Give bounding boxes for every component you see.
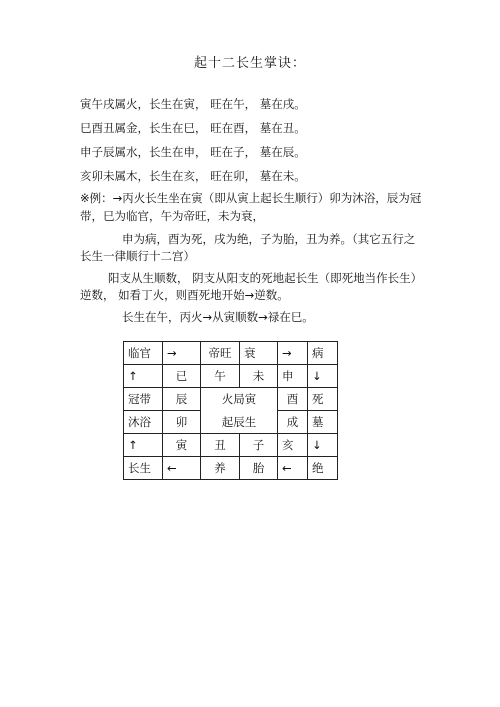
table-cell: 胎 bbox=[240, 457, 278, 480]
table-cell: 卯 bbox=[163, 411, 201, 434]
rule-metal: 巳酉丑属金，长生在巳， 旺在酉， 墓在丑。 bbox=[80, 121, 306, 135]
table-cell: 墓 bbox=[308, 411, 338, 434]
center-cell-top: 火局寅 bbox=[201, 388, 278, 411]
table-cell: 养 bbox=[201, 457, 240, 480]
table-cell: 酉 bbox=[278, 388, 308, 411]
summary-line: 长生在午，丙火→从寅顺数→禄在巳。 bbox=[122, 310, 314, 324]
table-cell: 丑 bbox=[201, 434, 240, 457]
table-cell: 亥 bbox=[278, 434, 308, 457]
arrow-down-icon: ↓ bbox=[308, 434, 338, 457]
table-cell: 长生 bbox=[124, 457, 163, 480]
arrow-down-icon: ↓ bbox=[308, 365, 338, 388]
table-cell: 沐浴 bbox=[124, 411, 163, 434]
arrow-left-icon: ← bbox=[163, 457, 201, 480]
table-cell: 帝旺 bbox=[201, 342, 240, 365]
example-line-2: 带，巳为临官，午为帝旺，未为衰， bbox=[80, 209, 264, 223]
table-row bbox=[124, 365, 338, 388]
arrow-right-icon: → bbox=[163, 342, 201, 365]
example-line-3: 申为病，酉为死，戌为绝，子为胎，丑为养。（其它五行之 bbox=[122, 232, 416, 246]
rule-fire: 寅午戌属火，长生在寅， 旺在午， 墓在戌。 bbox=[80, 97, 306, 111]
rule-wood: 亥卯未属木，长生在亥， 旺在卯， 墓在未。 bbox=[80, 169, 306, 183]
arrow-right-icon: → bbox=[278, 342, 308, 365]
arrow-up-icon: ↑ bbox=[124, 434, 163, 457]
yin-yang-line-2: 逆数， 如看丁火，则酉死地开始→逆数。 bbox=[80, 288, 289, 302]
table-cell: 寅 bbox=[163, 434, 201, 457]
table-cell: 病 bbox=[308, 342, 338, 365]
table-cell: 未 bbox=[240, 365, 278, 388]
table-cell: 午 bbox=[201, 365, 240, 388]
table-cell: 绝 bbox=[308, 457, 338, 480]
arrow-up-icon: ↑ bbox=[124, 365, 163, 388]
table-cell: 临官 bbox=[124, 342, 163, 365]
arrow-left-icon: ← bbox=[278, 457, 308, 480]
example-line-1: ※例：→丙火长生坐在寅（即从寅上起长生顺行）卯为沐浴，辰为冠 bbox=[80, 191, 422, 205]
center-cell-bottom: 起辰生 bbox=[201, 411, 278, 434]
rule-water: 申子辰属水，长生在申， 旺在子， 墓在辰。 bbox=[80, 145, 306, 159]
page-title: 起十二长生掌诀： bbox=[193, 56, 306, 71]
table-row bbox=[124, 388, 338, 411]
table-cell: 成 bbox=[278, 411, 308, 434]
table-cell: 死 bbox=[308, 388, 338, 411]
table-cell: 已 bbox=[163, 365, 201, 388]
example-line-4: 长生一律顺行十二宫） bbox=[80, 249, 195, 263]
table-cell: 辰 bbox=[163, 388, 201, 411]
table-cell: 冠带 bbox=[124, 388, 163, 411]
yin-yang-line-1: 阳支从生顺数， 阴支从阳支的死地起长生（即死地当作长生） bbox=[108, 271, 423, 285]
table-row bbox=[124, 457, 338, 480]
table-cell: 申 bbox=[278, 365, 308, 388]
table-row bbox=[124, 434, 338, 457]
table-cell: 衰 bbox=[240, 342, 278, 365]
table-cell: 子 bbox=[240, 434, 278, 457]
table-row bbox=[124, 411, 338, 434]
table-row bbox=[124, 342, 338, 365]
twelve-stages-table bbox=[123, 341, 338, 480]
